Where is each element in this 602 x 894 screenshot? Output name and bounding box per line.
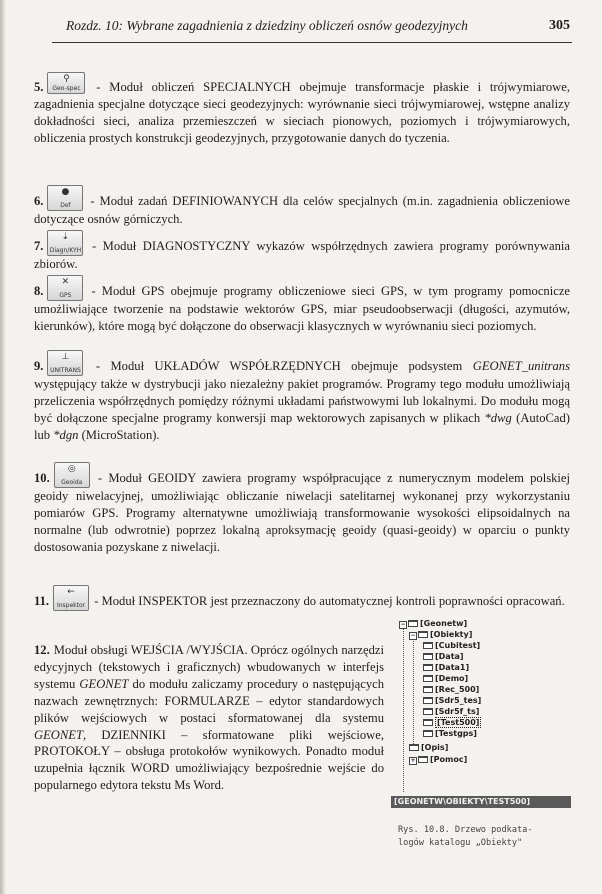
tree-node[interactable]: [Rec_500] <box>423 684 479 695</box>
list-item <box>34 585 570 611</box>
item-text-mid: (AutoCad) lub <box>34 410 571 442</box>
item-text: Moduł obsługi WEJŚCIA /WYJŚCIA. Oprócz ogólnych narzędzi edycyjnych (tekstowych i graficznych) wbudowanych w interfejs systemu <box>34 643 384 691</box>
item-text: - Moduł GEOIDY zawiera programy współpracujące z numerycznym modelem polskiej geoidy niwelacyjnej, umożliwiając obliczanie niwelacji satelitarnej wykonanej przy wykorzystaniu pomiarów GPS. Programy alternatywne umożliwiają transformowanie wysokości elipsoidalnych na normalne (lub odwrotnie) poprzez lokalną aproksymację geoidy (quasi-geoidy) w oparciu o punkty dostosowania pozyskane z niwelacji. <box>34 471 570 554</box>
item-text: - Moduł INSPEKTOR jest przeznaczony do automatycznej kontroli poprawności opracowań. <box>91 594 565 608</box>
item-number: 12. <box>34 643 50 657</box>
tree-node[interactable]: [Data1] <box>423 662 469 673</box>
item-number: 5. <box>34 80 44 94</box>
unitrans-icon: ⊥ UNITRANS <box>47 350 83 376</box>
item-number: 7. <box>34 239 44 253</box>
gps-icon: ✕ GPS <box>47 275 83 301</box>
tree-node[interactable]: + [Pomoc] <box>410 755 468 764</box>
caption-line: logów katalogu „Obiekty" <box>398 838 523 848</box>
page-gutter <box>0 0 6 894</box>
tree-node[interactable]: [Sdr5_tes] <box>423 695 481 706</box>
list-item <box>34 350 570 444</box>
tree-connector <box>403 627 404 792</box>
geonet-unitrans-name: GEONET_unitrans <box>472 359 570 373</box>
item-number: 10. <box>34 471 50 485</box>
specjalne-icon: ⚲ Geo-spec <box>47 72 85 94</box>
item-text-cont: do modułu zaliczamy procedury o następujących nazwach zewnętrznych: FORMULARZE – edytor standardowych plików wejściowych w postaci sformatowanej dla systemu <box>34 676 384 725</box>
geonet-name: GEONET <box>79 676 129 691</box>
item-number: 6. <box>34 194 44 208</box>
def-icon: ● Def <box>47 185 83 211</box>
item-text: - Moduł DIAGNOSTYCZNY wykazów współrzędnych zawiera programy porównywania zbiorów. <box>34 239 570 271</box>
item-number: 11. <box>34 594 50 608</box>
diagnostyka-icon: ⇣ Diagn/KYH <box>47 230 83 256</box>
tree-node[interactable]: [Data] <box>423 651 464 662</box>
page-number: 305 <box>549 18 570 33</box>
list-item <box>34 462 570 556</box>
current-path-bar: [GEONETW\OBIEKTY\TEST500] <box>391 796 571 808</box>
caption-line: Rys. 10.8. Drzewo podkata- <box>398 825 533 835</box>
item-text-end: , DZIENNIKI – sformatowane pliki wejściowe, PROTOKOŁY – obsługa protokołów wynikowych. Ponadto moduł uzupełnia łącznik WORD umożliwiający bezpośrednie wejście do popularnego edytora tekstu Ms Word. <box>34 727 384 793</box>
list-item <box>34 642 384 794</box>
item-text: - Moduł zadań DEFINIOWANYCH dla celów specjalnych (m.in. zagadnienia obliczeniowe dotyczące osnów górniczych. <box>34 194 570 226</box>
item-text-cont: występujący także w dystrybucji jako niezależny pakiet programów. Programy tego modułu umożliwiają przeliczenia współrzędnych pomiędzy różnymi układami państwowymi lub lokalnymi. Do modułu mogą być dołączone specjalne programy konwersji map wektorowych zapisanych w plikach <box>34 377 570 425</box>
item-number: 8. <box>34 284 44 298</box>
tree-node[interactable]: [Demo] <box>423 673 468 684</box>
geoida-icon: ◎ Geoida <box>54 462 90 488</box>
list-item <box>34 275 570 335</box>
tree-node[interactable]: [Cubitest] <box>423 640 480 651</box>
item-number: 9. <box>34 359 44 373</box>
tree-node-selected[interactable]: [Test500] <box>423 717 481 728</box>
tree-node[interactable]: − [Geonetw] <box>400 619 468 628</box>
item-text-end: (MicroStation). <box>78 427 160 442</box>
figure-caption <box>398 824 578 850</box>
item-text: - Moduł UKŁADÓW WSPÓŁRZĘDNYCH obejmuje podsystem <box>85 359 473 373</box>
geonet-name: GEONET <box>34 727 83 742</box>
dwg-extension: *dwg <box>484 410 512 425</box>
inspektor-icon: ← Inspektor <box>53 585 89 611</box>
list-item <box>34 72 570 147</box>
tree-connector <box>413 638 414 748</box>
chapter-title: Rozdz. 10: Wybrane zagadnienia z dziedziny obliczeń osnów geodezyjnych <box>66 18 468 33</box>
tree-node[interactable]: [Testgps] <box>423 728 477 739</box>
tree-node[interactable]: [Opis] <box>409 742 448 753</box>
dgn-extension: *dgn <box>53 427 79 442</box>
list-item <box>34 185 570 228</box>
tree-node[interactable]: − [Obiekty] <box>410 630 473 639</box>
header-rule <box>52 42 572 43</box>
tree-node[interactable]: [Sdr5f_ts] <box>423 706 479 717</box>
list-item <box>34 230 570 273</box>
item-text: - Moduł obliczeń SPECJALNYCH obejmuje transformacje płaskie i trójwymiarowe, zagadnienia specjalne dotyczące sieci geodezyjnych: wyrównanie sieci trójwymiarowej, wstępne analizy dokładności sieci, analiza przemieszczeń w sieciach pionowych, poziomych i trójwymiarowych, obliczenia prostych konstrukcji geodezyjnych, przygotowanie danych do tyczenia. <box>34 80 570 145</box>
item-text: - Moduł GPS obejmuje programy obliczeniowe sieci GPS, w tym programy pomocnicze umożliwiające tworzenie na podstawie wektorów GPS, miar pseudoobserwacji (długości, azymutów, kierunków), które mogą być dołączone do obserwacji klasycznych w wyrównaniu sieci poziomych. <box>34 284 570 333</box>
